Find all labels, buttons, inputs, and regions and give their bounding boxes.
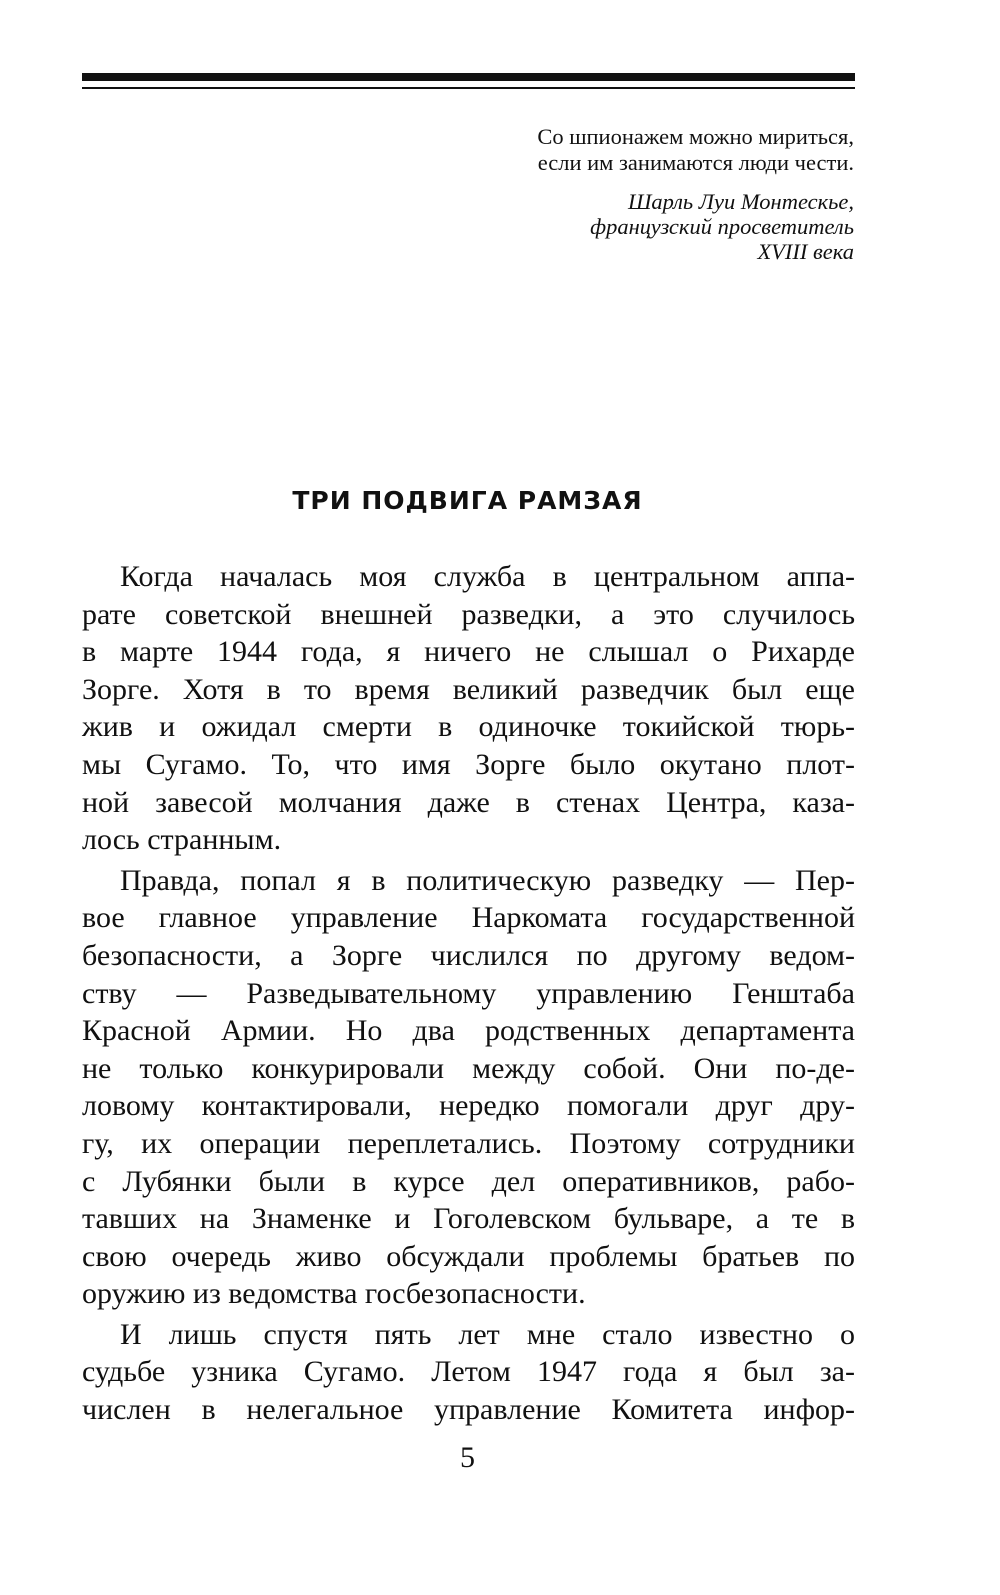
text-line: тавших на Знаменке и Гоголевском бульваре, а те в <box>82 1202 855 1236</box>
paragraph <box>82 862 855 1313</box>
text-line: судьбе узника Сугамо. Летом 1947 года я был за- <box>82 1355 855 1389</box>
paragraph <box>82 558 855 859</box>
text-line: Красной Армии. Но два родственных департамента <box>82 1014 855 1048</box>
text-line: оружию из ведомства госбезопасности. <box>82 1277 586 1311</box>
epigraph-quote-line: Со шпионажем можно мириться, <box>537 124 854 149</box>
text-line: жив и ожидал смерти в одиночке токийской тюрь- <box>82 710 855 744</box>
text-line: ловому контактировали, нередко помогали друг дру- <box>82 1089 855 1123</box>
text-line: рате советской внешней разведки, а это случилось <box>82 597 855 631</box>
text-line: мы Сугамо. То, что имя Зорге было окутано плот- <box>82 747 855 781</box>
epigraph-author <box>334 189 854 264</box>
text-line: И лишь спустя пять лет мне стало известно о <box>120 1317 855 1351</box>
text-line: гу, их операции переплетались. Поэтому сотрудники <box>82 1126 855 1160</box>
epigraph-author-line: Шарль Луи Монтескье, <box>627 189 854 214</box>
text-line: Правда, попал я в политическую разведку — Пер- <box>120 863 855 897</box>
text-line: свою очередь живо обсуждали проблемы братьев по <box>82 1239 855 1273</box>
epigraph-author-line: XVIII века <box>757 239 854 264</box>
text-line: Когда началась моя служба в центральном аппа- <box>120 560 855 593</box>
epigraph-quote <box>334 124 854 176</box>
text-line: не только конкурировали между собой. Они по-де- <box>82 1051 855 1085</box>
text-line: с Лубянки были в курсе дел оперативников, рабо- <box>82 1164 855 1198</box>
epigraph-author-line: французский просветитель <box>590 214 854 239</box>
text-line: в марте 1944 года, я ничего не слышал о Рихарде <box>82 635 855 669</box>
text-line: ству — Разведывательному управлению Генштаба <box>82 976 855 1010</box>
text-line: Зорге. Хотя в то время великий разведчик был еще <box>82 672 855 706</box>
paragraph <box>82 1316 855 1429</box>
text-line: ной завесой молчания даже в стенах Центра, каза- <box>82 785 855 819</box>
chapter-title: ТРИ ПОДВИГА РАМЗАЯ <box>292 486 643 515</box>
header-rule-thick <box>82 73 855 81</box>
body-text <box>82 558 855 1432</box>
epigraph <box>334 124 854 264</box>
header-rule-thin <box>82 87 855 89</box>
page-number: 5 <box>460 1441 475 1474</box>
text-line: лось странным. <box>82 823 282 857</box>
text-line: безопасности, а Зорге числился по другому ведом- <box>82 938 855 972</box>
text-line: числен в нелегальное управление Комитета инфор- <box>82 1393 855 1427</box>
epigraph-quote-line: если им занимаются люди чести. <box>537 150 854 175</box>
text-line: вое главное управление Наркомата государственной <box>82 901 855 935</box>
